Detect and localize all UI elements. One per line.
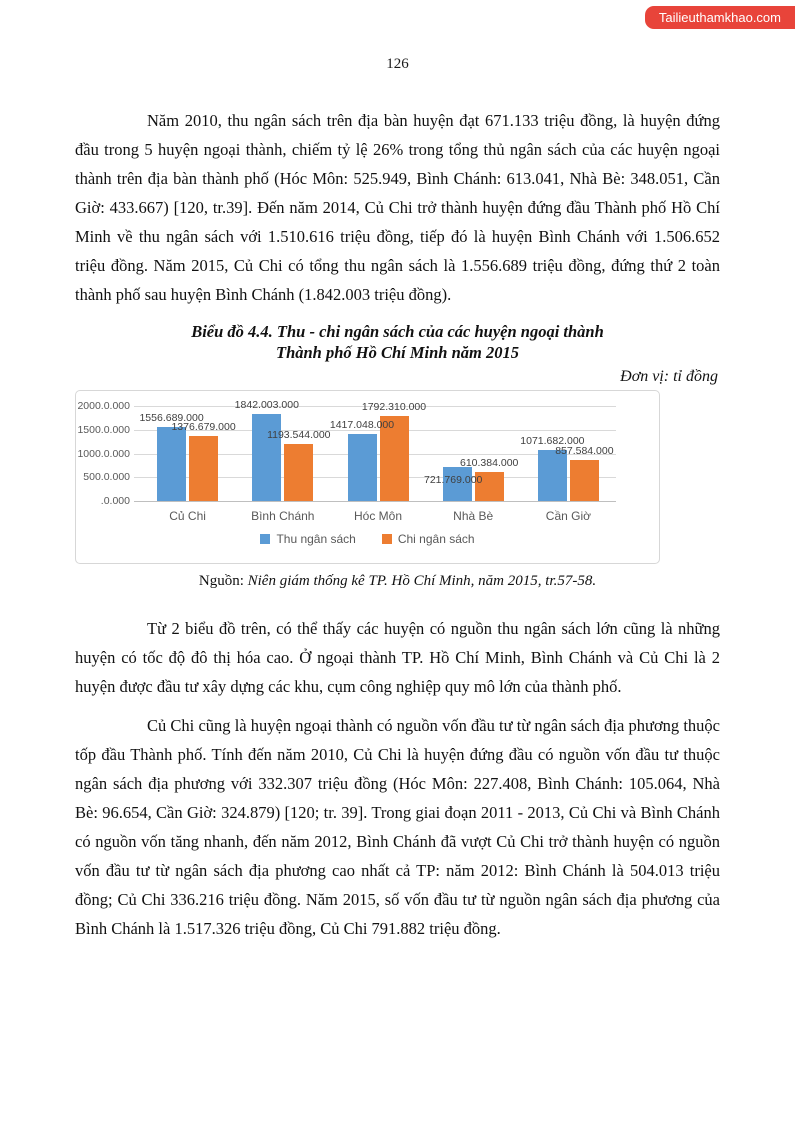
figure-caption-line2: Thành phố Hồ Chí Minh năm 2015 [275,343,519,362]
data-label: 1193.544.000 [267,429,331,442]
legend-item [260,532,355,546]
category-label: Nhà Bè [453,509,494,523]
page-content [75,106,720,943]
category-label: Hóc Môn [353,509,403,523]
y-axis-tick-label: 1500.0.000 [77,423,130,436]
watermark-badge[interactable] [645,6,795,29]
revenue-bar [252,414,281,501]
paragraph-local-budget-investment: Củ Chi cũng là huyện ngoại thành có nguồn vốn đầu tư từ ngân sách địa phương thuộc tốp đầu Thành phố. Tính đến năm 2010, Củ Chi là huyện đứng đầu có nguồn vốn đầu tư thuộc ngân sách địa phương với 332.307 triệu đồng (Hóc Môn: 227.408, Bình Chánh: 105.064, Nhà Bè: 96.654, Cần Giờ: 324.879) [120; tr. 39]. Trong giai đoạn 2011 - 2013, Củ Chi và Bình Chánh có nguồn vốn tăng nhanh, đến năm 2012, Bình Chánh đã vượt Củ Chi trở thành huyện có nguồn vốn đầu tư từ ngân sách địa phương cao nhất cả TP: năm 2012: Bình Chánh là 504.013 triệu đồng; Củ Chi 336.216 triệu đồng. Năm 2015, số vốn đầu tư từ nguồn ngân sách địa phương của Bình Chánh là 1.517.326 triệu đồng, Củ Chi 791.882 triệu đồng. [75,716,720,938]
y-axis-tick-label: .0.000 [100,495,130,507]
data-label: 1792.310.000 [361,400,427,413]
watermark-text: Tailieuthamkhao.com [658,10,781,25]
data-label: 1071.682.000 [520,435,585,448]
revenue-bar [348,434,377,501]
y-axis-tick-label: 500.0.000 [83,471,130,484]
expense-bar [189,436,218,501]
bar-chart [75,390,660,564]
data-label: 1376.679.000 [171,420,236,433]
figure-caption-line1: Biểu đồ 4.4. Thu - chi ngân sách của các huyện ngoại thành [191,322,604,341]
source-citation: Niên giám thống kê TP. Hồ Chí Minh, năm 2015, tr.57-58. [243,573,597,589]
expense-bar [284,444,313,501]
data-label: 857.584.000 [555,445,614,458]
source-line [75,571,720,591]
category-label: Cần Giờ [545,509,591,523]
y-axis-tick-label: 2000.0.000 [77,400,130,412]
legend-item [382,532,475,546]
data-label: 721.769.000 [423,473,483,486]
legend-label: Thu ngân sách [276,532,356,546]
legend-label: Chi ngân sách [397,532,475,546]
figure-caption [75,321,720,363]
category-label: Bình Chánh [251,509,315,523]
source-prefix: Nguồn: [198,573,244,589]
data-label: 1417.048.000 [329,418,395,431]
legend-swatch-icon [382,534,392,544]
legend-swatch-icon [260,534,270,544]
y-axis-tick-label: 1000.0.000 [77,447,130,460]
paragraph-revenue-2010-2015: Năm 2010, thu ngân sách trên địa bàn huyện đạt 671.133 triệu đồng, là huyện đứng đầu trong 5 huyện ngoại thành, chiếm tỷ lệ 26% trong tổng thủ ngân sách của các huyện ngoại thành trên địa bàn thành phố (Hóc Môn: 525.949, Bình Chánh: 613.041, Nhà Bè: 348.051, Cần Giờ: 433.667) [120, tr.39]. Đến năm 2014, Củ Chi trở thành huyện đứng đầu Thành phố Hồ Chí Minh về thu ngân sách với 1.510.616 triệu đồng, tiếp đó là huyện Bình Chánh với 1.506.652 triệu đồng. Năm 2015, Củ Chi có tổng thu ngân sách là 1.556.689 triệu đồng, đứng thứ 2 toàn thành phố sau huyện Bình Chánh (1.842.003 triệu đồng). [75,111,720,304]
category-label: Củ Chi [169,509,206,523]
data-label: 1842.003.000 [234,398,299,411]
revenue-bar [157,427,186,501]
chart-legend [76,532,659,546]
page-number: 126 [386,56,409,72]
data-label: 610.384.000 [459,457,519,469]
expense-bar [570,460,599,501]
chart-unit-note: Đơn vị: tỉ đồng [620,368,718,385]
paragraph-urbanization: Từ 2 biểu đồ trên, có thể thấy các huyện có nguồn thu ngân sách lớn cũng là những huyện có tốc độ đô thị hóa cao. Ở ngoại thành TP. Hồ Chí Minh, Bình Chánh và Củ Chi là 2 huyện được đầu tư xây dựng các khu, cụm công nghiệp quy mô lớn của thành phố. [75,619,720,696]
x-axis-line [134,501,616,502]
data-label: 1556.689.000 [139,412,204,425]
